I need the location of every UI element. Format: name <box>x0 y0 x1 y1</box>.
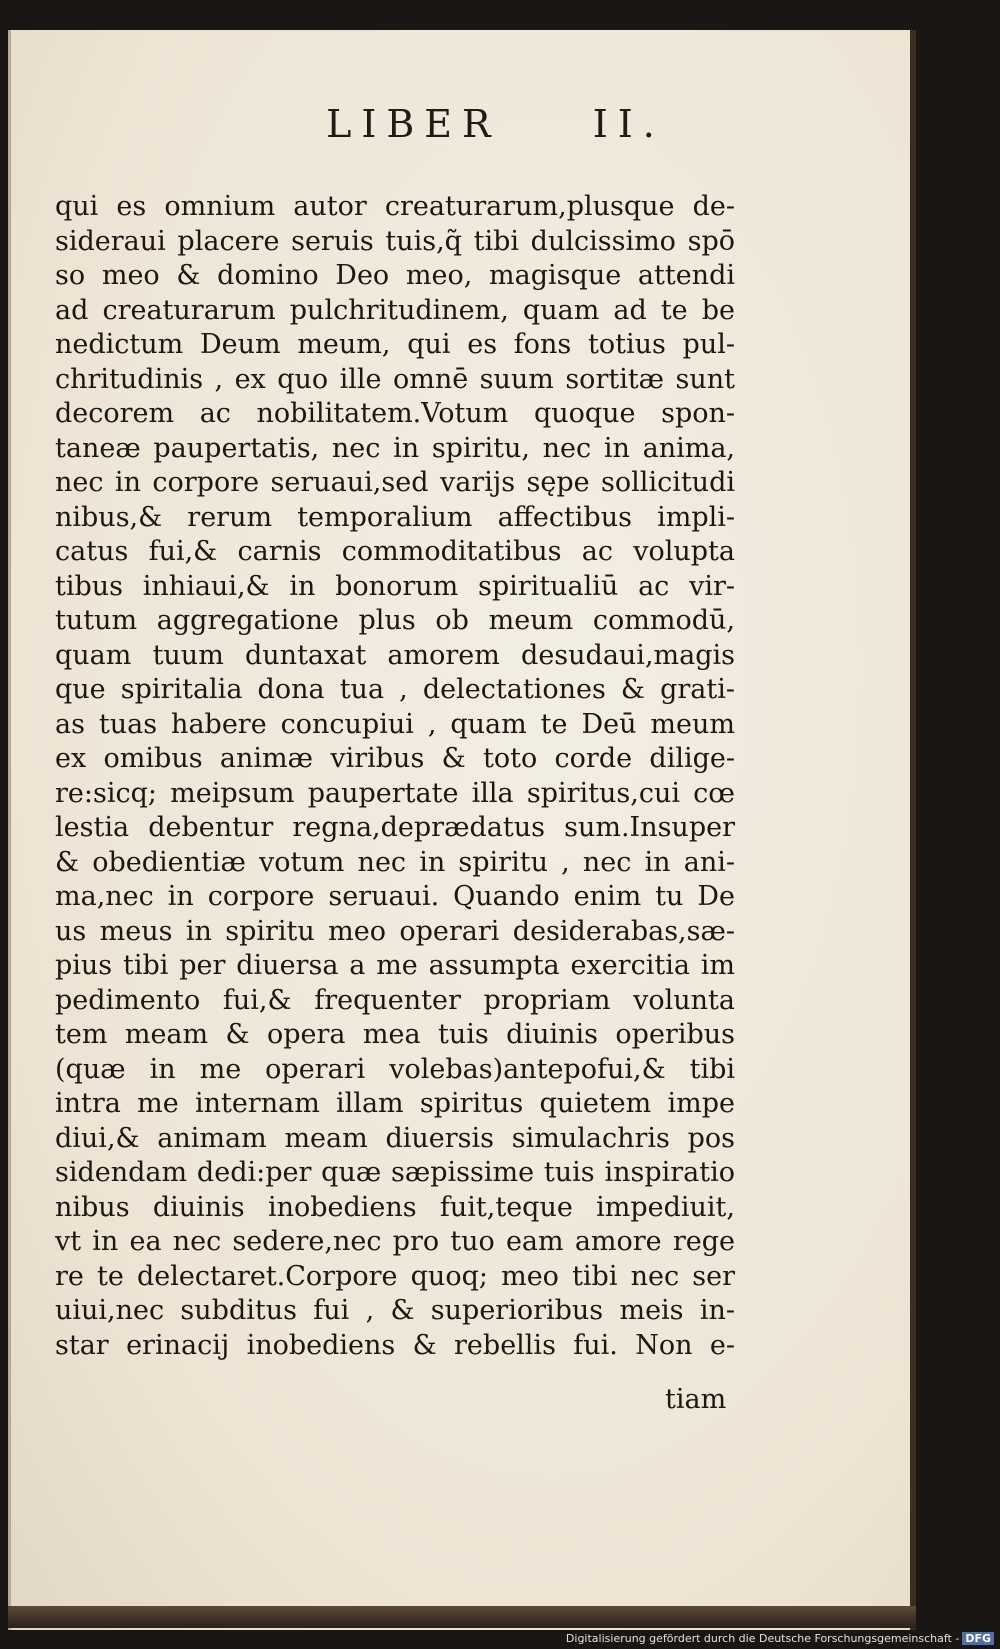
dfg-logo: DFG <box>962 1632 994 1645</box>
text-line: catus fui,& carnis commoditatibus ac volupta <box>55 536 735 567</box>
text-line: tibus inhiaui,& in bonorum spiritualiū ac vir- <box>55 570 735 602</box>
text-line: pedimento fui,& frequenter propriam volunta <box>55 984 735 1016</box>
header-number: II. <box>592 102 665 146</box>
text-line: so meo & domino Deo meo, magisque attendi <box>55 260 735 291</box>
text-line: us meus in spiritu meo operari desiderabas,sæ- <box>55 915 735 947</box>
text-line: uiui,nec subditus fui , & superioribus meis in- <box>55 1295 735 1326</box>
text-line: ad creaturarum pulchritudinem, quam ad te be <box>55 294 735 326</box>
text-line: tutum aggregatione plus ob meum commodū, <box>55 605 735 636</box>
text-line: decorem ac nobilitatem.Votum quoque spon- <box>55 398 735 429</box>
text-line: star erinacij inobediens & rebellis fui. Non e- <box>55 1329 735 1361</box>
text-line: ma,nec in corpore seruaui. Quando enim tu De <box>55 881 735 912</box>
text-line: nec in corpore seruaui,sed varijs sępe sollicitudi <box>55 467 735 498</box>
text-line: intra me internam illam spiritus quietem impe <box>55 1088 735 1119</box>
text-line: quam tuum duntaxat amorem desudaui,magis <box>55 639 735 671</box>
text-line: (quæ in me operari volebas)antepofui,& tibi <box>55 1053 735 1085</box>
digitization-credit <box>566 1632 994 1645</box>
text-line: ex omibus animæ viribus & toto corde dilige- <box>55 743 735 774</box>
running-header <box>11 102 910 146</box>
text-line: taneæ paupertatis, nec in spiritu, nec in anima, <box>55 432 735 464</box>
text-line: re te delectaret.Corpore quoq; meo tibi nec ser <box>55 1260 735 1292</box>
book-page <box>8 30 916 1630</box>
text-line: chritudinis , ex quo ille omnē suum sortitæ sunt <box>55 363 735 395</box>
text-line: lestia debentur regna,deprædatus sum.Insuper <box>55 812 735 843</box>
text-line: nibus,& rerum temporalium affectibus impli- <box>55 501 735 533</box>
header-liber: LIBER <box>326 102 501 146</box>
text-line: sidendam dedi:per quæ sæpissime tuis inspiratio <box>55 1157 735 1188</box>
page-bottom-edge <box>8 1606 916 1628</box>
text-line: vt in ea nec sedere,nec pro tuo eam amore rege <box>55 1226 735 1257</box>
catchword: tiam <box>665 1384 727 1415</box>
text-line: pius tibi per diuersa a me assumpta exercitia im <box>55 950 735 981</box>
text-line: tem meam & opera mea tuis diuinis operibus <box>55 1019 735 1050</box>
text-line: sideraui placere seruis tuis,q̃ tibi dulcissimo spō <box>55 225 735 257</box>
text-line: que spiritalia dona tua , delectationes & grati- <box>55 674 735 705</box>
credit-text: Digitalisierung gefördert durch die Deutsche Forschungsgemeinschaft - <box>565 1632 960 1645</box>
text-line: nedictum Deum meum, qui es fons totius pul- <box>55 329 735 360</box>
text-line: & obedientiæ votum nec in spiritu , nec in ani- <box>55 846 735 878</box>
text-line: as tuas habere concupiui , quam te Deū meum <box>55 708 735 740</box>
text-line: diui,& animam meam diuersis simulachris pos <box>55 1122 735 1154</box>
body-text <box>55 190 735 1363</box>
text-line: re:sicq; meipsum paupertate illa spiritus,cui cœ <box>55 777 735 809</box>
text-line: qui es omnium autor creaturarum,plusque de- <box>55 191 735 222</box>
text-line: nibus diuinis inobediens fuit,teque impediuit, <box>55 1191 735 1223</box>
